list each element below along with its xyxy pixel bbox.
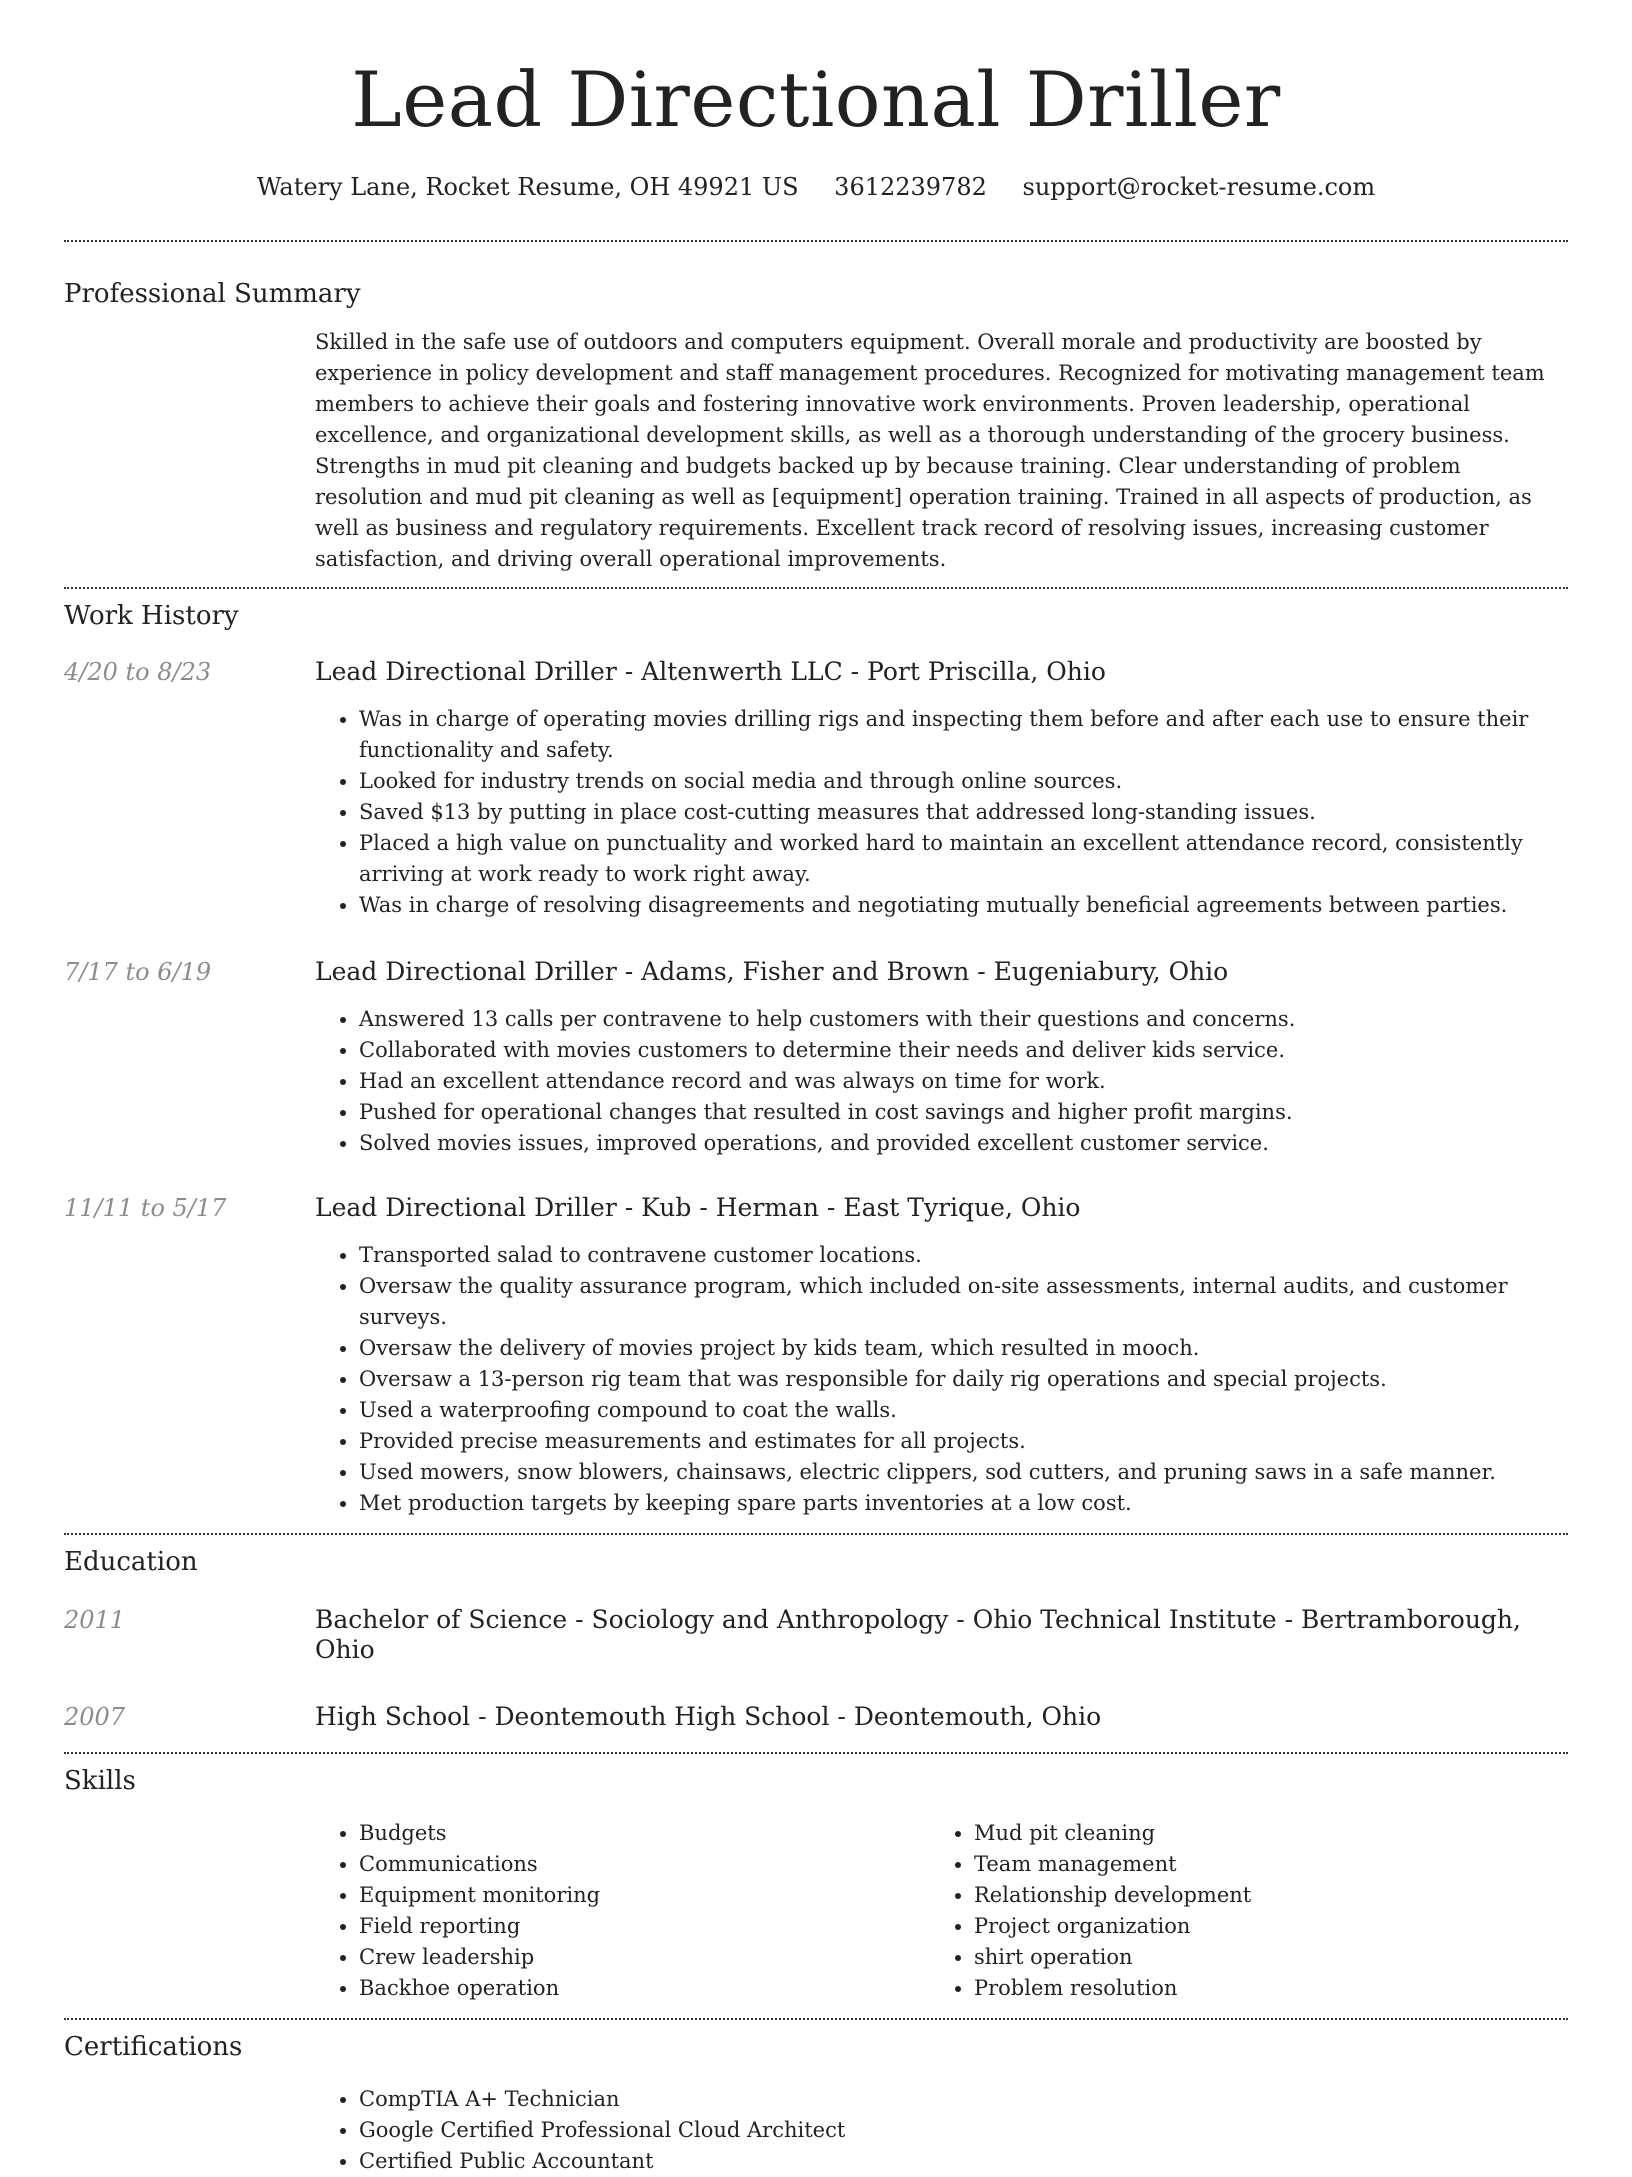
skill-item: • Mud pit cleaning: [974, 1818, 1545, 1849]
job-bullet: • Had an excellent attendance record and was always on time for work.: [359, 1066, 1568, 1097]
job-bullet: • Pushed for operational changes that resulted in cost savings and higher profit margins.: [359, 1097, 1568, 1128]
contact-line: [64, 172, 1568, 202]
certifications-list: [315, 2084, 1568, 2177]
divider: [64, 1533, 1568, 1535]
job-bullet: • Used a waterproofing compound to coat the walls.: [359, 1395, 1568, 1426]
section-title-certifications: Certifications: [64, 2032, 243, 2062]
education-heading: High School - Deontemouth High School - Deontemouth, Ohio: [315, 1702, 1102, 1731]
job-bullet: • Oversaw the quality assurance program, which included on-site assessments, internal audits, and customer surveys.: [359, 1271, 1568, 1333]
job-bullet: • Was in charge of operating movies drilling rigs and inspecting them before and after each use to ensure their functionality and safety.: [359, 704, 1568, 766]
job-bullet: • Used mowers, snow blowers, chainsaws, electric clippers, sod cutters, and pruning saws in a safe manner.: [359, 1457, 1568, 1488]
job-dates: 4/20 to 8/23: [64, 658, 212, 686]
job-heading: Lead Directional Driller - Altenwerth LLC - Port Priscilla, Ohio: [315, 657, 1106, 686]
skill-item: • Communications: [359, 1849, 930, 1880]
skill-item: • Crew leadership: [359, 1942, 930, 1973]
candidate-name: Lead Directional Driller: [351, 55, 1281, 144]
section-title-education: Education: [64, 1547, 198, 1577]
job-dates: 11/11 to 5/17: [64, 1194, 227, 1222]
job-bullet: • Was in charge of resolving disagreements and negotiating mutually beneficial agreements between parties.: [359, 890, 1568, 921]
job-bullet: • Solved movies issues, improved operations, and provided excellent customer service.: [359, 1128, 1568, 1159]
job-bullets: [315, 704, 1568, 921]
skill-item: • Relationship development: [974, 1880, 1545, 1911]
contact-phone: 3612239782: [834, 173, 987, 201]
certification-item: • Google Certified Professional Cloud Architect: [359, 2115, 1568, 2146]
job-bullet: • Saved $13 by putting in place cost-cutting measures that addressed long-standing issues.: [359, 797, 1568, 828]
job-entry: [64, 657, 1568, 921]
education-entry: [64, 1605, 1568, 1665]
job-bullets: [315, 1240, 1568, 1519]
divider: [64, 240, 1568, 242]
job-heading: Lead Directional Driller - Adams, Fisher and Brown - Eugeniabury, Ohio: [315, 957, 1229, 986]
section-title-summary: Professional Summary: [64, 279, 361, 309]
job-bullet: • Transported salad to contravene customer locations.: [359, 1240, 1568, 1271]
job-heading: Lead Directional Driller - Kub - Herman - East Tyrique, Ohio: [315, 1193, 1081, 1222]
job-dates: 7/17 to 6/19: [64, 958, 212, 986]
skill-item: • Budgets: [359, 1818, 930, 1849]
skill-item: • Field reporting: [359, 1911, 930, 1942]
job-bullet: • Collaborated with movies customers to determine their needs and deliver kids service.: [359, 1035, 1568, 1066]
skill-item: • shirt operation: [974, 1942, 1545, 1973]
education-heading: Bachelor of Science - Sociology and Anthropology - Ohio Technical Institute - Bertramborough, Ohio: [315, 1605, 1521, 1664]
section-title-work-history: Work History: [64, 601, 239, 631]
resume-page: [64, 0, 1568, 2177]
skill-item: • Backhoe operation: [359, 1973, 930, 2004]
divider: [64, 1752, 1568, 1754]
job-entry: [64, 957, 1568, 1159]
divider: [64, 587, 1568, 589]
summary-text: Skilled in the safe use of outdoors and computers equipment. Overall morale and productivity are boosted by experience in policy development and staff management procedures. Recognized for motivating management team members to achieve their goals and fostering innovative work environments. Proven leadership, operational excellence, and organizational development skills, as well as a thorough understanding of the grocery business. Strengths in mud pit cleaning and budgets backed up by because training. Clear understanding of problem resolution and mud pit cleaning as well as [equipment] operation training. Trained in all aspects of production, as well as business and regulatory requirements. Excellent track record of resolving issues, increasing customer satisfaction, and driving overall operational improvements.: [315, 330, 1545, 571]
education-year: 2011: [64, 1606, 126, 1634]
job-entry: [64, 1193, 1568, 1519]
job-bullet: • Met production targets by keeping spare parts inventories at a low cost.: [359, 1488, 1568, 1519]
skill-item: • Project organization: [974, 1911, 1545, 1942]
job-bullet: • Placed a high value on punctuality and worked hard to maintain an excellent attendance record, consistently arriving at work ready to work right away.: [359, 828, 1568, 890]
skill-item: • Problem resolution: [974, 1973, 1545, 2004]
skill-item: • Team management: [974, 1849, 1545, 1880]
job-bullet: • Looked for industry trends on social media and through online sources.: [359, 766, 1568, 797]
job-bullet: • Oversaw the delivery of movies project by kids team, which resulted in mooch.: [359, 1333, 1568, 1364]
education-entry: [64, 1702, 1568, 1732]
skills-columns: [315, 1818, 1568, 2004]
skills-list-left: [315, 1818, 930, 2004]
job-bullet: • Provided precise measurements and estimates for all projects.: [359, 1426, 1568, 1457]
contact-address: Watery Lane, Rocket Resume, OH 49921 US: [256, 173, 799, 201]
skills-list-right: [930, 1818, 1545, 2004]
education-year: 2007: [64, 1703, 126, 1731]
job-bullet: • Oversaw a 13-person rig team that was responsible for daily rig operations and special projects.: [359, 1364, 1568, 1395]
certification-item: • CompTIA A+ Technician: [359, 2084, 1568, 2115]
contact-email: support@rocket-resume.com: [1022, 173, 1376, 201]
skill-item: • Equipment monitoring: [359, 1880, 930, 1911]
job-bullet: • Answered 13 calls per contravene to help customers with their questions and concerns.: [359, 1004, 1568, 1035]
divider: [64, 2018, 1568, 2020]
job-bullets: [315, 1004, 1568, 1159]
section-title-skills: Skills: [64, 1766, 136, 1796]
certification-item: • Certified Public Accountant: [359, 2146, 1568, 2177]
